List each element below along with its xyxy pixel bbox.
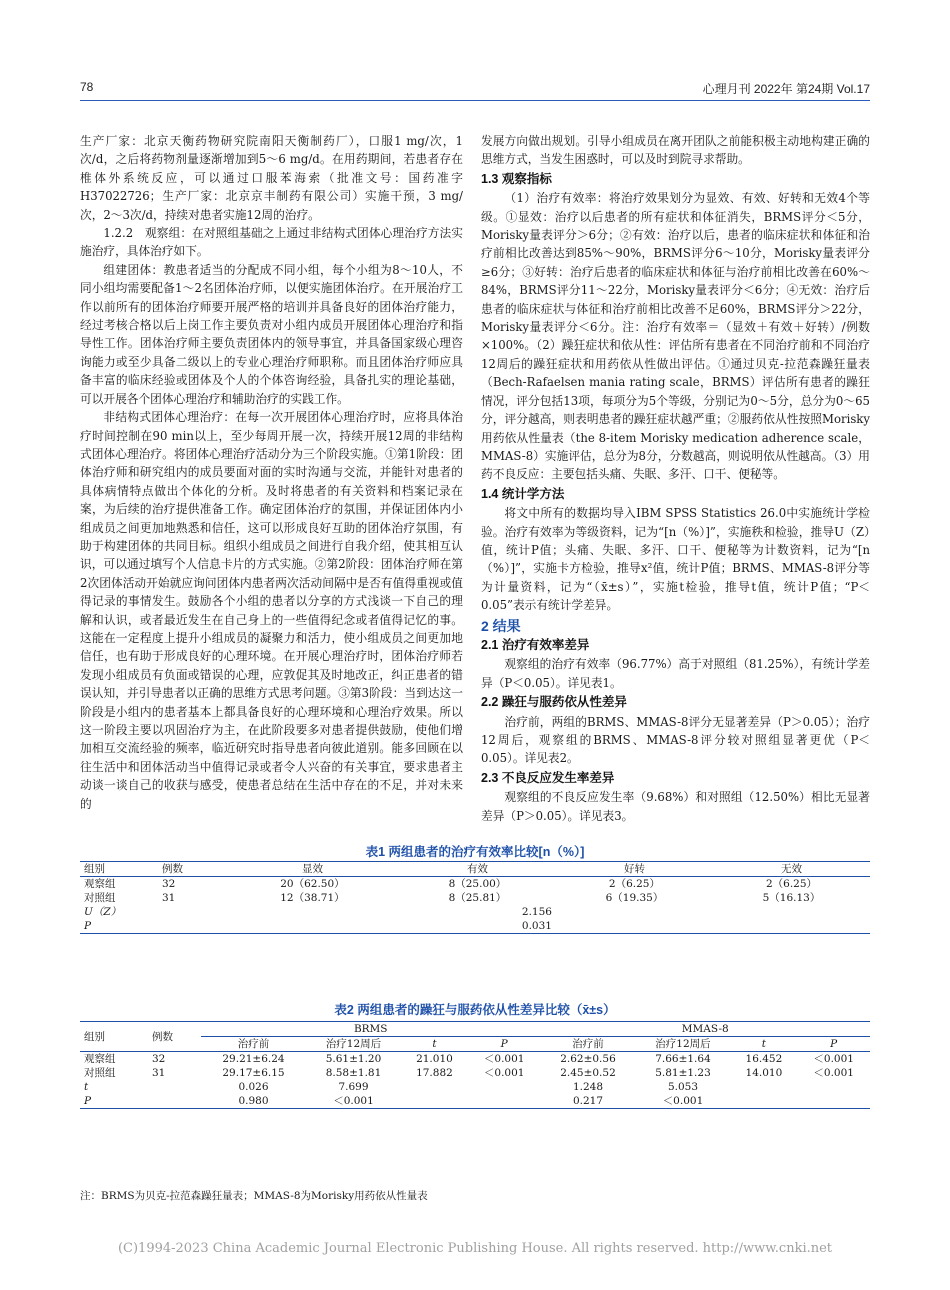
table1	[80, 861, 870, 934]
paragraph: 将文中所有的数据均导入IBM SPSS Statistics 26.0中实施统计学检验。治疗有效率为等级资料，记为“[n（%）]”，实施秩和检验，推导U（Z）值，统计P值；头痛、失眠、多汗、口干、便秘等为计数资料，记为“[n（%）]”，实施卡方检验，推导x²值，统计P值；BRMS、MMAS-8评分等为计量资料，记为“（x̄±s）”，实施t检验，推导t值，统计P值；“P＜0.05”表示有统计学差异。	[481, 506, 870, 613]
page-number: 78	[80, 80, 94, 94]
header-cell: 有效	[399, 862, 556, 877]
cell: 14.010	[745, 1067, 783, 1079]
cell: 7.699	[338, 1081, 369, 1093]
table-row	[80, 891, 870, 905]
cell: 5.053	[667, 1081, 698, 1093]
table-row	[80, 1094, 870, 1109]
header-cell: 治疗前	[540, 1037, 635, 1052]
header-cell: P	[468, 1037, 541, 1052]
paragraph: （1）治疗有效率：将治疗效果划分为显效、有效、好转和无效4个等级。①显效：治疗以后患者的所有症状和体征消失，BRMS评分＜5分，Morisky量表评分＞6分；②有效：治疗以后，患者的临床症状和体征和治疗前相比改善达到85%～90%，BRMS评分6～10分，Morisky量表评分≥6分；③好转：治疗后患者的临床症状和体征与治疗前相比改善在60%～84%，BRMS评分11～22分，Morisky量表评分＜6分；④无效：治疗后患者的临床症状与体征和治疗前相比改善不足60%，BRMS评分＞22分，Morisky量表评分＜6分。注：治疗有效率＝（显效＋有效＋好转）/例数×100%。（2）躁狂症状和依从性：评估所有患者在不同治疗前和不同治疗12周后的躁狂症状和用药依从性做出评估。①通过贝克-拉范森躁狂量表（Bech-Rafaelsen mania rating scale，BRMS）评估所有患者的躁狂情况，评分包括13项，每项分为5个等级，分别记为0～5分，总分为0～65分，评分越高，则表明患者的躁狂症状越严重；②服药依从性按照Morisky用药依从性量表（the 8-item Morisky medication adherence scale，MMAS-8）实施评估，总分为8分，分数越高，则说明依从性越高。（3）用药不良反应：主要包括头痛、失眠、多汗、口干、便秘等。	[481, 191, 870, 482]
header-cell: t	[730, 1037, 797, 1052]
cell: P	[80, 919, 158, 934]
header-cell: 治疗12周后	[306, 1037, 401, 1052]
table2-caption: 表2 两组患者的躁狂与服药依从性差异比较（x̄±s）	[334, 1003, 616, 1017]
cell: ＜0.001	[635, 1094, 730, 1109]
cell: 16.452	[745, 1053, 783, 1065]
header-cell: 组别	[80, 862, 158, 877]
header-cell: 例数	[158, 862, 226, 877]
cell: 12（38.71）	[280, 892, 345, 904]
header-cell: MMAS-8	[540, 1022, 870, 1037]
cell: 17.882	[416, 1067, 453, 1079]
cell: 32	[152, 1053, 166, 1065]
paragraph: 组建团体：教患者适当的分配成不同小组，每个小组为8～10人，不同小组均需要配备1～2名团体治疗师，以便实施团体治疗。在开展治疗工作以前所有的团体治疗师要开展严格的培训并具备良好的团体治疗能力，经过考核合格以后上岗工作主要负责对小组内成员开展团体心理治疗和指导性工作。团体治疗师主要负责团体内的领导事宜，并具备国家级心理咨询能力或至少具备二级以上的专业心理治疗师职称。而且团体治疗师应具备丰富的临床经验或团体及个人的个体咨询经验，具备扎实的理论基础，可以开展各个团体心理治疗和辅助治疗的实践工作。	[80, 262, 463, 406]
cell: 21.010	[416, 1053, 453, 1065]
page-header	[80, 78, 870, 101]
cell: 2.62±0.56	[560, 1053, 616, 1065]
cell: 0.217	[540, 1094, 635, 1109]
cell: 1.248	[572, 1081, 603, 1093]
section-heading: 2.2 躁狂与服药依从性差异	[481, 695, 627, 710]
header-cell: t	[401, 1037, 468, 1052]
cell: 31	[152, 1067, 166, 1079]
header-cell: 治疗前	[201, 1037, 306, 1052]
cell: 观察组	[84, 1053, 116, 1065]
cell: 32	[162, 878, 176, 890]
cell: ＜0.001	[813, 1053, 854, 1065]
journal-info: 心理月刊 2022年 第24期 Vol.17	[702, 82, 870, 96]
table-note: 注：BRMS为贝克-拉范森躁狂量表；MMAS-8为Morisky用药依从性量表	[80, 1190, 428, 1202]
header-cell: 显效	[226, 862, 399, 877]
cell: 5.81±1.23	[655, 1067, 711, 1079]
cell: ＜0.001	[813, 1067, 854, 1079]
cell: 对照组	[84, 1067, 116, 1079]
cell: 31	[162, 892, 176, 904]
cell: 29.17±6.15	[222, 1067, 285, 1079]
header-cell: 无效	[713, 862, 870, 877]
cell: ＜0.001	[306, 1094, 401, 1109]
header-cell: P	[797, 1037, 870, 1052]
paragraph: 生产厂家：北京天衡药物研究院南阳天衡制药厂），口服1 mg/次，1次/d，之后将药物剂量逐渐增加到5～6 mg/d。在用药期间，若患者存在椎体外系统反应，可以通过口服苯海索（批准文号：国药准字H37022726；生产厂家：北京京丰制药有限公司）实施干预，3 mg/次，2～3次/d，持续对患者实施12周的治疗。	[80, 134, 463, 222]
cell: 20（62.50）	[280, 878, 345, 890]
right-column	[481, 132, 870, 836]
cell: 8（25.81）	[448, 892, 507, 904]
section-heading: 2.3 不良反应发生率差异	[481, 770, 615, 785]
header-cell: 治疗12周后	[635, 1037, 730, 1052]
cell: 2.45±0.52	[560, 1067, 616, 1079]
cell: 0.031	[226, 919, 556, 934]
copyright-footer: (C)1994-2023 China Academic Journal Electronic Publishing House. All rights reserved. http://www.cnki.net	[117, 1241, 833, 1256]
table-row	[80, 1066, 870, 1080]
table-row	[80, 877, 870, 892]
cell: 0.980	[201, 1094, 306, 1109]
cell: 8（25.00）	[448, 878, 507, 890]
header-cell: 例数	[148, 1022, 201, 1052]
table-row	[80, 1080, 870, 1094]
left-column	[80, 132, 463, 836]
paragraph: 非结构式团体心理治疗：在每一次开展团体心理治疗时，应将具体治疗时间控制在90 min以上，至少每周开展一次，持续开展12周的非结构式团体心理治疗。将团体心理治疗活动分为三个阶段实施。①第1阶段：团体治疗师和研究组内的成员要面对面的实时沟通与交流，并能针对患者的具体病情特点做出个体化的分析。及时将患者的有关资料和档案记录在案，为后续的治疗提供准备工作。确定团体治疗的氛围，并保证团体内小组成员之间更加地熟悉和信任，这可以形成良好互助的团体治疗氛围，有助于构建团体的共同目标。组织小组成员之间进行自我介绍，使其相互认识，可以通过填写个人信息卡片的方式实施。②第2阶段：团体治疗师在第2次团体活动开始就应询问团体内患者两次活动间隔中是否有值得重视或值得记录的事情发生。鼓励各个小组的患者以分享的方式浅谈一下自己的理解和认识，或者最近发生在自己身上的一些值得纪念或者值得记忆的事。这能在一定程度上提升小组成员的凝聚力和活力，使小组成员之间更加地信任，也有助于形成良好的心理环境。在开展心理治疗时，团体治疗师若发现小组成员有负面或错误的心理，应敦促其及时地改正，纠正患者的错误认知，并引导患者以正确的思维方式思考问题。③第3阶段：当到达这一阶段是小组内的患者基本上都具备良好的心理环境和心理治疗效果。所以这一阶段主要以巩固治疗为主，在此阶段要多对患者提供鼓励，使他们增加相互交流经验的频率，临近研究时指导患者向彼此道别。能多回顾在以往生活中和团体活动当中值得记录或者令人兴奋的有关事宜，要求患者主动谈一谈自己的收获与感受，使患者总结在生活中存在的不足，并对未来的	[80, 410, 463, 811]
cell: 0.026	[238, 1081, 269, 1093]
cell: 6（19.35）	[605, 892, 664, 904]
cell: 8.58±1.81	[325, 1067, 382, 1079]
cell: 2.156	[521, 906, 552, 918]
header-cell: 组别	[80, 1022, 148, 1052]
table-row	[80, 1052, 870, 1067]
cell: U（Z）	[84, 906, 122, 918]
cell: 5（16.13）	[762, 892, 821, 904]
section-heading: 1.3 观察指标	[481, 171, 552, 186]
table-row	[80, 919, 870, 934]
table-header-row	[80, 1022, 870, 1037]
table-header-row	[80, 862, 870, 877]
table1-caption: 表1 两组患者的治疗有效率比较[n（%）]	[365, 845, 585, 859]
section-heading: 2.1 治疗有效率差异	[481, 637, 590, 652]
cell: 对照组	[84, 892, 116, 904]
header-cell: 好转	[556, 862, 713, 877]
paragraph: 治疗前，两组的BRMS、MMAS-8评分无显著差异（P＞0.05）；治疗12周后，观察组的BRMS、MMAS-8评分较对照组显著更优（P＜0.05）。详见表2。	[481, 714, 870, 766]
paragraph: 观察组的治疗有效率（96.77%）高于对照组（81.25%），有统计学差异（P＜0.05）。详见表1。	[481, 657, 870, 690]
header-cell: BRMS	[201, 1022, 540, 1037]
cell: 7.66±1.64	[655, 1053, 711, 1065]
cell: P	[80, 1094, 148, 1109]
paragraph: 1.2.2 观察组：在对照组基础之上通过非结构式团体心理治疗方法实施治疗，具体治疗如下。	[80, 226, 463, 259]
cell: ＜0.001	[483, 1053, 525, 1065]
cell: 观察组	[84, 878, 116, 890]
cell: t	[84, 1081, 89, 1093]
cell: 29.21±6.24	[222, 1053, 285, 1065]
cell: 5.61±1.20	[325, 1053, 382, 1065]
paragraph: 发展方向做出规划。引导小组成员在离开团队之前能积极主动地构建正确的思维方式，当发生困惑时，可以及时到院寻求帮助。	[481, 134, 870, 167]
table-row	[80, 905, 870, 919]
section-heading: 1.4 统计学方法	[481, 486, 565, 501]
cell: 2（6.25）	[608, 878, 660, 890]
paragraph: 观察组的不良反应发生率（9.68%）和对照组（12.50%）相比无显著差异（P＞0.05）。详见表3。	[481, 790, 870, 823]
cell: ＜0.001	[483, 1067, 525, 1079]
cell: 2（6.25）	[765, 878, 818, 890]
table2	[80, 1021, 870, 1109]
section-heading: 2 结果	[481, 617, 521, 634]
